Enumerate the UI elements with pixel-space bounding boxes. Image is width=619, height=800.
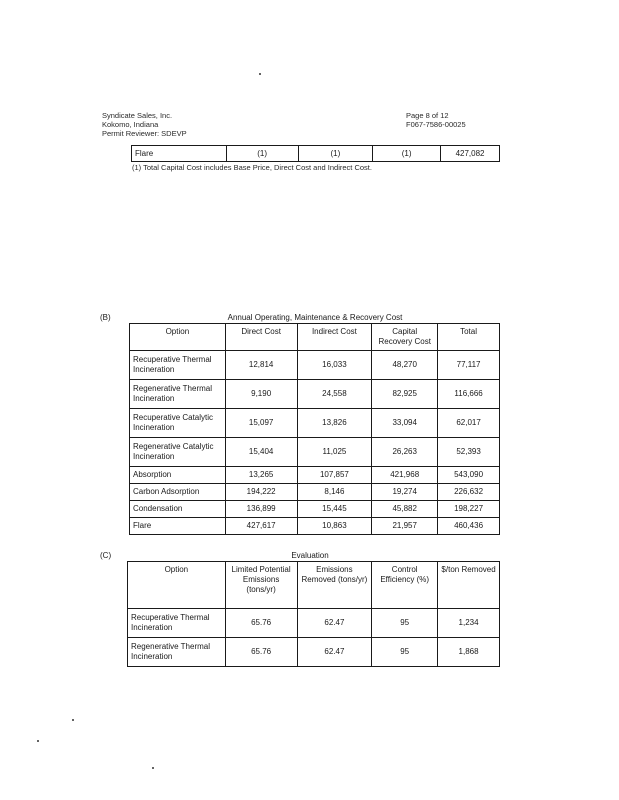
company-location: Kokomo, Indiana	[102, 120, 159, 129]
table-row	[132, 146, 500, 162]
control-efficiency-cell: 95	[372, 609, 438, 638]
option-cell: Recuperative Thermal Incineration	[130, 351, 226, 380]
capital-cost-cell: 421,968	[372, 467, 438, 484]
header-right	[406, 111, 526, 129]
column-header: Option	[130, 324, 226, 351]
option-cell: Condensation	[130, 501, 226, 518]
page-number: Page 8 of 12	[406, 111, 449, 120]
permit-number: F067-7586-00025	[406, 120, 466, 129]
table-row	[128, 609, 500, 638]
table-cell: (1)	[298, 146, 373, 162]
indirect-cost-cell: 13,826	[297, 409, 372, 438]
option-cell: Absorption	[130, 467, 226, 484]
total-cell: 226,632	[438, 484, 500, 501]
table-row	[130, 380, 500, 409]
indirect-cost-cell: 15,445	[297, 501, 372, 518]
emissions-removed-cell: 62.47	[297, 609, 372, 638]
scan-speck	[152, 767, 154, 769]
direct-cost-cell: 12,814	[225, 351, 297, 380]
column-header: Capital Recovery Cost	[372, 324, 438, 351]
table-cell: 427,082	[441, 146, 500, 162]
table-row	[130, 351, 500, 380]
direct-cost-cell: 427,617	[225, 518, 297, 535]
evaluation-table	[127, 561, 500, 667]
cost-per-ton-cell: 1,234	[438, 609, 500, 638]
total-cell: 460,436	[438, 518, 500, 535]
emissions-removed-cell: 62.47	[297, 638, 372, 667]
column-header: $/ton Removed	[438, 562, 500, 609]
direct-cost-cell: 194,222	[225, 484, 297, 501]
indirect-cost-cell: 24,558	[297, 380, 372, 409]
footnote: (1) Total Capital Cost includes Base Price, Direct Cost and Indirect Cost.	[132, 163, 372, 172]
option-cell: Carbon Adsorption	[130, 484, 226, 501]
indirect-cost-cell: 11,025	[297, 438, 372, 467]
direct-cost-cell: 136,899	[225, 501, 297, 518]
capital-cost-cell: 48,270	[372, 351, 438, 380]
table-cell: (1)	[373, 146, 441, 162]
table-row	[128, 638, 500, 667]
scan-speck	[37, 740, 39, 742]
indirect-cost-cell: 107,857	[297, 467, 372, 484]
column-header: Control Efficiency (%)	[372, 562, 438, 609]
control-efficiency-cell: 95	[372, 638, 438, 667]
indirect-cost-cell: 10,863	[297, 518, 372, 535]
direct-cost-cell: 15,404	[225, 438, 297, 467]
indirect-cost-cell: 8,146	[297, 484, 372, 501]
table-row	[130, 501, 500, 518]
option-cell: Recuperative Thermal Incineration	[128, 609, 226, 638]
total-cell: 116,666	[438, 380, 500, 409]
option-cell: Regenerative Thermal Incineration	[128, 638, 226, 667]
direct-cost-cell: 13,265	[225, 467, 297, 484]
total-cell: 62,017	[438, 409, 500, 438]
limited-emissions-cell: 65.76	[225, 638, 297, 667]
table-row	[130, 438, 500, 467]
option-cell: Flare	[130, 518, 226, 535]
annual-cost-table	[129, 323, 500, 535]
option-cell: Recuperative Catalytic Incineration	[130, 409, 226, 438]
permit-reviewer: Permit Reviewer: SDEVP	[102, 129, 187, 138]
total-cell: 77,117	[438, 351, 500, 380]
section-c-label: (C)	[100, 551, 112, 560]
capital-cost-cell: 82,925	[372, 380, 438, 409]
column-header: Indirect Cost	[297, 324, 372, 351]
column-header: Direct Cost	[225, 324, 297, 351]
limited-emissions-cell: 65.76	[225, 609, 297, 638]
table-row	[130, 467, 500, 484]
header-left	[102, 111, 302, 138]
column-header: Emissions Removed (tons/yr)	[297, 562, 372, 609]
capital-cost-cell: 26,263	[372, 438, 438, 467]
section-b-title: Annual Operating, Maintenance & Recovery Cost	[227, 313, 403, 322]
column-header: Total	[438, 324, 500, 351]
table-row	[130, 484, 500, 501]
total-cell: 52,393	[438, 438, 500, 467]
table-cell: Flare	[132, 146, 227, 162]
direct-cost-cell: 15,097	[225, 409, 297, 438]
capital-cost-cell: 33,094	[372, 409, 438, 438]
direct-cost-cell: 9,190	[225, 380, 297, 409]
total-cell: 543,090	[438, 467, 500, 484]
capital-cost-table-continued	[131, 145, 500, 162]
section-b-label: (B)	[100, 313, 111, 322]
option-cell: Regenerative Thermal Incineration	[130, 380, 226, 409]
scan-speck	[72, 719, 74, 721]
table-row	[130, 409, 500, 438]
total-cell: 198,227	[438, 501, 500, 518]
scan-speck	[259, 73, 261, 75]
section-c-title: Evaluation	[291, 551, 329, 560]
table-header-row	[128, 562, 500, 609]
table-header-row	[130, 324, 500, 351]
indirect-cost-cell: 16,033	[297, 351, 372, 380]
option-cell: Regenerative Catalytic Incineration	[130, 438, 226, 467]
table-cell: (1)	[226, 146, 298, 162]
capital-cost-cell: 19,274	[372, 484, 438, 501]
cost-per-ton-cell: 1,868	[438, 638, 500, 667]
company-name: Syndicate Sales, Inc.	[102, 111, 173, 120]
table-row	[130, 518, 500, 535]
column-header: Option	[128, 562, 226, 609]
capital-cost-cell: 45,882	[372, 501, 438, 518]
capital-cost-cell: 21,957	[372, 518, 438, 535]
column-header: Limited Potential Emissions (tons/yr)	[225, 562, 297, 609]
